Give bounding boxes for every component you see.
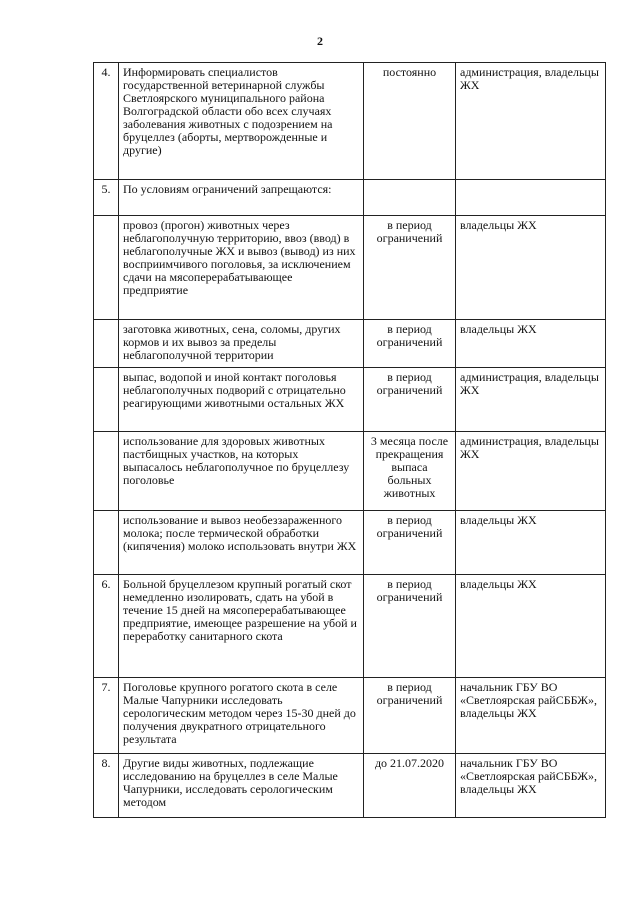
table-row xyxy=(94,575,606,678)
measure-text: выпас, водопой и иной контакт поголовья неблагополучных подворий с отрицательно реагирующими животными остальных ЖХ xyxy=(119,368,364,432)
measure-text: Поголовье крупного рогатого скота в селе Малые Чапурники исследовать серологическим методом через 15-30 дней до получения двукратного отрицательного результата xyxy=(119,678,364,754)
term-cell: в период ограничений xyxy=(364,216,456,320)
row-number: 6. xyxy=(94,575,119,678)
measures-table xyxy=(93,62,606,818)
responsible-cell: владельцы ЖХ xyxy=(456,511,606,575)
responsible-cell: владельцы ЖХ xyxy=(456,575,606,678)
term-cell: в период ограничений xyxy=(364,511,456,575)
row-number xyxy=(94,432,119,511)
table-row xyxy=(94,754,606,818)
row-number xyxy=(94,320,119,368)
measure-text: Больной бруцеллезом крупный рогатый скот немедленно изолировать, сдать на убой в течение 15 дней на мясоперерабатывающее предприятие, имеющее разрешение на убой и переработку санитарного скота xyxy=(119,575,364,678)
responsible-cell xyxy=(456,180,606,216)
row-number: 5. xyxy=(94,180,119,216)
measure-text: Другие виды животных, подлежащие исследованию на бруцеллез в селе Малые Чапурники, исследовать серологическим методом xyxy=(119,754,364,818)
row-number xyxy=(94,511,119,575)
measure-text: провоз (прогон) животных через неблагополучную территорию, ввоз (ввод) в неблагополучные ЖХ и вывоз (вывод) из них восприимчивого поголовья, за исключением сдачи на мясоперерабатывающее предприятие xyxy=(119,216,364,320)
table-row xyxy=(94,63,606,180)
term-cell: в период ограничений xyxy=(364,575,456,678)
term-cell xyxy=(364,180,456,216)
measure-text: использование для здоровых животных пастбищных участков, на которых выпасалось неблагополучное по бруцеллезу поголовье xyxy=(119,432,364,511)
table-row xyxy=(94,432,606,511)
responsible-cell: администрация, владельцы ЖХ xyxy=(456,432,606,511)
term-cell: в период ограничений xyxy=(364,320,456,368)
responsible-cell: администрация, владельцы ЖХ xyxy=(456,63,606,180)
responsible-cell: владельцы ЖХ xyxy=(456,320,606,368)
page-number: 2 xyxy=(317,34,323,48)
table-row xyxy=(94,678,606,754)
measure-text: использование и вывоз необеззараженного молока; после термической обработки (кипячения) молоко использовать внутри ЖХ xyxy=(119,511,364,575)
table-row xyxy=(94,511,606,575)
term-cell: в период ограничений xyxy=(364,678,456,754)
row-number xyxy=(94,216,119,320)
table-row xyxy=(94,368,606,432)
measure-text: заготовка животных, сена, соломы, других кормов и их вывоз за пределы неблагополучной территории xyxy=(119,320,364,368)
term-cell: 3 месяца после прекращения выпаса больных животных xyxy=(364,432,456,511)
term-cell: в период ограничений xyxy=(364,368,456,432)
responsible-cell: начальник ГБУ ВО «Светлоярская райСББЖ», владельцы ЖХ xyxy=(456,754,606,818)
responsible-cell: начальник ГБУ ВО «Светлоярская райСББЖ», владельцы ЖХ xyxy=(456,678,606,754)
measure-text: По условиям ограничений запрещаются: xyxy=(119,180,364,216)
table-row xyxy=(94,320,606,368)
responsible-cell: владельцы ЖХ xyxy=(456,216,606,320)
row-number xyxy=(94,368,119,432)
row-number: 8. xyxy=(94,754,119,818)
table-row xyxy=(94,216,606,320)
measure-text: Информировать специалистов государственной ветеринарной службы Светлоярского муниципального района Волгоградской области обо всех случаях заболевания животных с подозрением на бруцеллез (аборты, мертворожденные и другие) xyxy=(119,63,364,180)
term-cell: до 21.07.2020 xyxy=(364,754,456,818)
table-row xyxy=(94,180,606,216)
row-number: 4. xyxy=(94,63,119,180)
term-cell: постоянно xyxy=(364,63,456,180)
responsible-cell: администрация, владельцы ЖХ xyxy=(456,368,606,432)
row-number: 7. xyxy=(94,678,119,754)
